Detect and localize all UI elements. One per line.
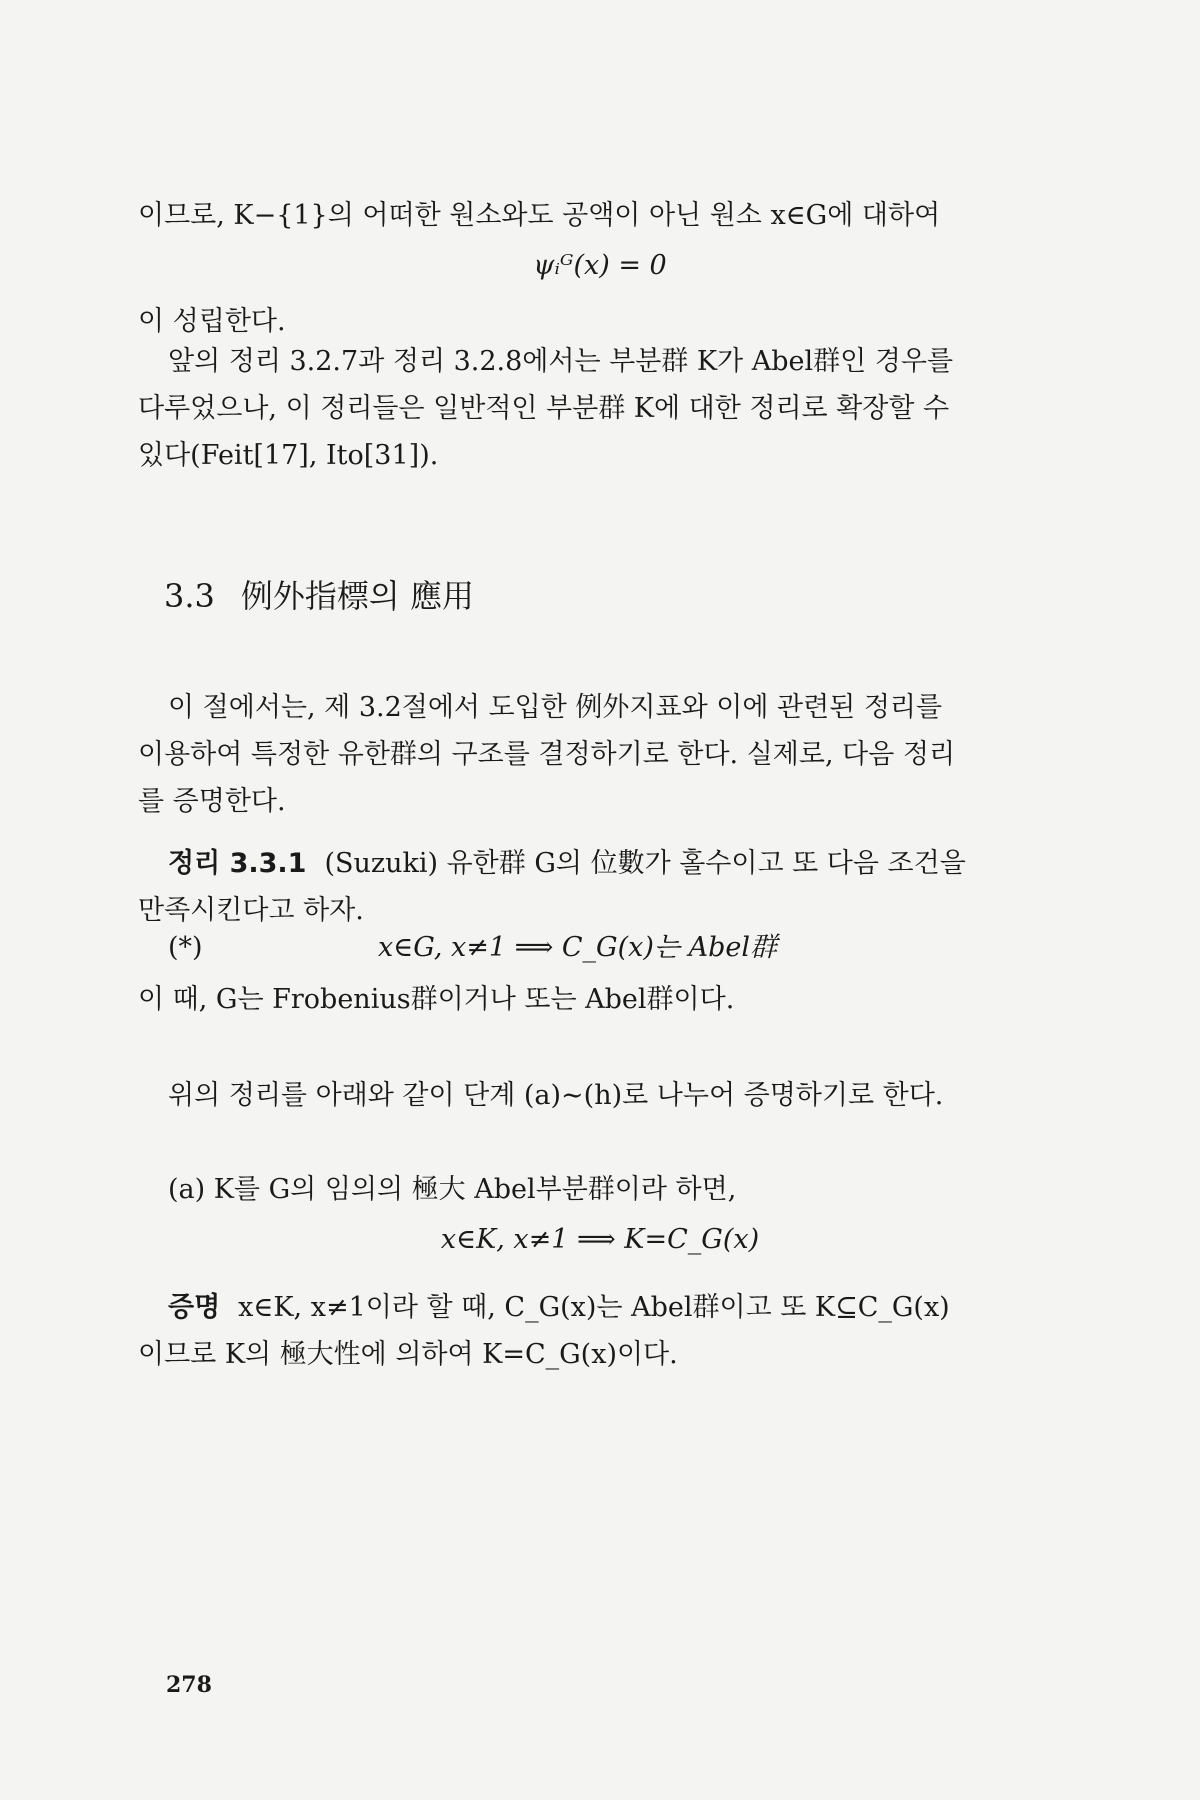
proof-line: 이므로 K의 極大性에 의하여 K=C_G(x)이다. [138, 1339, 678, 1370]
theorem-conclusion: 이 때, G는 Frobenius群이거나 또는 Abel群이다. [138, 984, 735, 1015]
section-intro-line: 이용하여 특정한 유한群의 구조를 결정하기로 한다. 실제로, 다음 정리 [138, 739, 956, 770]
section-number: 3.3 [164, 577, 215, 615]
intro-line-2: 이 성립한다. [138, 306, 286, 337]
intro-line-1: 이므로, K−{1}의 어떠한 원소와도 공액이 아닌 원소 x∈G에 대하여 [138, 200, 941, 231]
steps-intro: 위의 정리를 아래와 같이 단계 (a)∼(h)로 나누어 증명하기로 한다. [168, 1080, 944, 1111]
theorem-label: 정리 3.3.1 [168, 848, 307, 879]
section-title: 例外指標의 應用 [240, 577, 474, 615]
theorem-3-3-1 [138, 840, 1038, 934]
step-a-equation: x∈K, x≠1 ⟹ K=C_G(x) [440, 1224, 760, 1255]
proof-block [138, 1284, 1038, 1378]
step-a-text: (a) K를 G의 임의의 極大 Abel부분群이라 하면, [168, 1174, 737, 1205]
theorem-line [138, 840, 1038, 887]
section-intro-line: 를 증명한다. [138, 786, 286, 817]
condition-label: (*) [168, 932, 203, 963]
section-intro-paragraph [138, 684, 1038, 825]
section-heading [164, 574, 474, 618]
proof-label: 증명 [168, 1292, 221, 1323]
page-number: 278 [166, 1672, 212, 1698]
condition-formula: x∈G, x≠1 ⟹ C_G(x)는 Abel群 [378, 932, 777, 963]
theorem-line: 만족시킨다고 하자. [138, 895, 364, 926]
section-intro-line: 이 절에서는, 제 3.2절에서 도입한 例外지표와 이에 관련된 정리를 [168, 692, 943, 723]
theorem-condition [138, 924, 1068, 971]
intro-paragraph [138, 338, 1038, 479]
intro-equation: ψᵢᴳ(x) = 0 [533, 250, 667, 281]
intro-paragraph-line: 다루었으나, 이 정리들은 일반적인 부분群 K에 대한 정리로 확장할 수 [138, 393, 950, 424]
proof-text: x∈K, x≠1이라 할 때, C_G(x)는 Abel群이고 또 K⊆C_G(x) [238, 1292, 950, 1323]
intro-paragraph-line: 있다(Feit[17], Ito[31]). [138, 440, 439, 471]
theorem-text: (Suzuki) 유한群 G의 位數가 홀수이고 또 다음 조건을 [324, 848, 966, 879]
proof-line [138, 1284, 1038, 1331]
intro-paragraph-line: 앞의 정리 3.2.7과 정리 3.2.8에서는 부분群 K가 Abel群인 경우를 [168, 346, 954, 377]
